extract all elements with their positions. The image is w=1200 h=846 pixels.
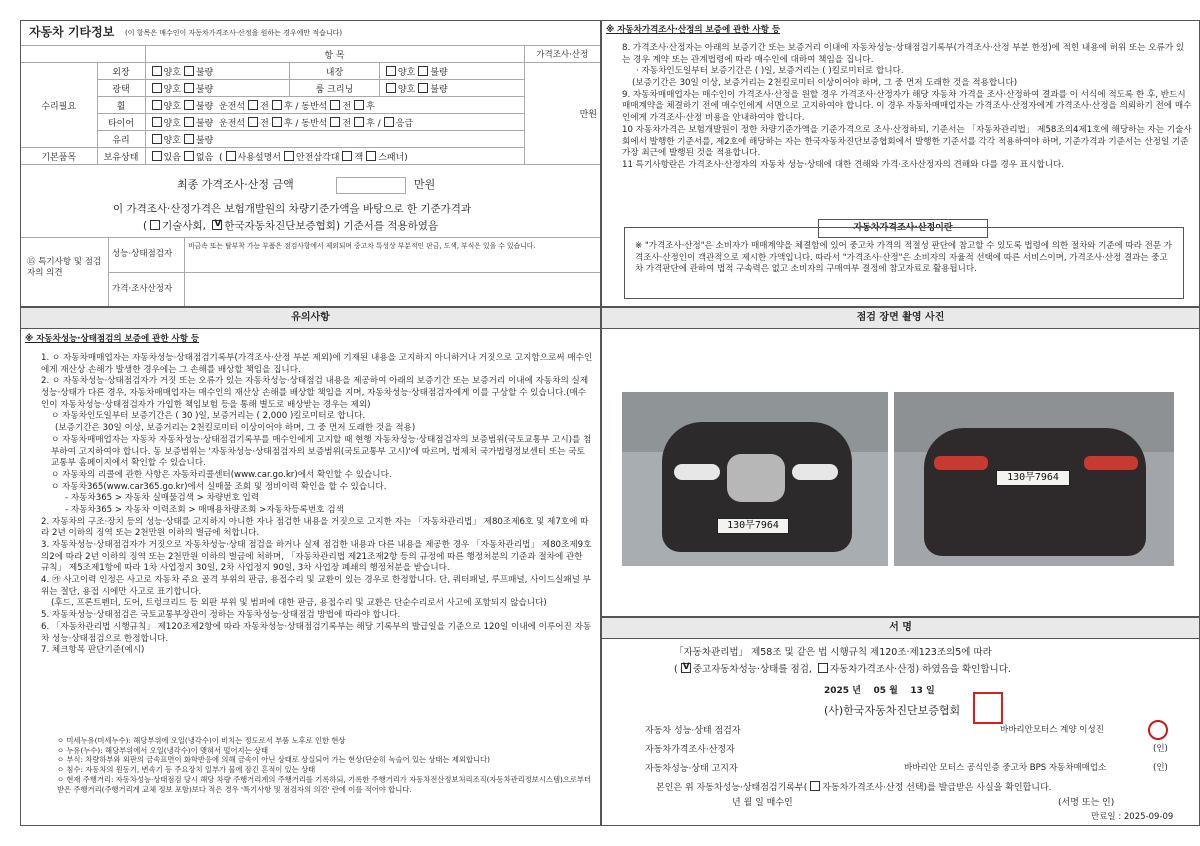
notice-item: 4. ㉮ 사고이력 인정은 사고로 자동차 주요 골격 부위의 판금, 용접수리 및 교환이 있는 경우로 한정합니다. 단, 쿼터패널, 루프패널, 사이드실패널 부위는 절단, 용접 시에만 사고로 표기합니다. bbox=[41, 575, 591, 597]
sig-line1: 「자동차관리법」 제58조 및 같은 법 시행규칙 제120조·제123조의5에 따라 bbox=[674, 647, 992, 658]
notice-item: (보증기간은 30일 이상, 보증거리는 2천킬로미터 이상이어야 하며, 그 중 먼저 도래한 것을 적용) bbox=[55, 423, 416, 434]
tire-pass-rear-checkbox[interactable] bbox=[354, 117, 364, 127]
wheel-good-checkbox[interactable] bbox=[152, 100, 162, 110]
basis-assoc-checkbox[interactable] bbox=[212, 220, 222, 230]
holding-no-checkbox[interactable] bbox=[184, 151, 194, 161]
photo-section bbox=[601, 307, 1200, 617]
notice-item: 6. 「자동차관리법 시행규칙」 제120조제2항에 따라 자동차성능·상태점검기록부는 해당 기록부의 발급일을 기준으로 120일 이내에 이루어진 자동차 성능·상태점검으로 한정합니다. bbox=[41, 621, 592, 644]
spanner-checkbox[interactable] bbox=[366, 151, 376, 161]
notice-section bbox=[20, 307, 601, 826]
expiry-date: 만료일 : 2025-09-09 bbox=[1091, 812, 1174, 822]
sig-org: (사)한국자동차진단보증협회 bbox=[824, 704, 961, 717]
price-box-text: ※ "가격조사·산정"은 소비자가 매매계약을 체결함에 있어 중고차 가격의 적절성 판단에 참고할 수 있도록 법령에 의한 절차와 기준에 따라 전문 가격조사·산정인이 객관적으로 제시한 가액입니다. 따라서 "가격조사·산정"은 소비자의 자율적 선택에 따른 서비스이며, 가격조사·산정 결과는 중고차 가격판단에 관하여 법적 구속력은 없고 소비자의 구매여부 결정에 참고자료로 활용됩니다. bbox=[624, 227, 1184, 299]
signature-section bbox=[601, 617, 1200, 826]
room-bad-checkbox[interactable] bbox=[418, 83, 428, 93]
sig-date: 2025 년 05 월 13 일 bbox=[824, 686, 935, 696]
special-label: ⑮ 특기사항 및 점검자의 의견 bbox=[27, 257, 102, 279]
tire-pass-front-checkbox[interactable] bbox=[330, 117, 340, 127]
notice-item: 2. 자동차의 구조·장치 등의 성능·상태를 고지하지 아니한 자나 점검한 내용을 거짓으로 고지한 자는 「자동차관리법」 제80조제6호 및 제7호에 따라 2년 이하의 징역 또는 2천만원 이하의 벌금에 처합니다. bbox=[41, 516, 589, 539]
exterior-bad-checkbox[interactable] bbox=[184, 66, 194, 76]
sig-line2: (V 중고자동차성능·상태를 점검, 자동차가격조사·산정) 하였음을 확인합니다. bbox=[674, 663, 1011, 676]
tire-driver-front-checkbox[interactable] bbox=[248, 117, 258, 127]
date-line: 년 월 일 매수인 bbox=[732, 798, 793, 808]
notice-item: 3. 자동차성능·상태점검자가 거짓으로 자동차성능·상태 점검을 하거나 실제 점검한 내용과 다른 내용을 제공한 경우 「자동차관리법」 제80조제9호의2에 따라 2년 이하의 징역 또는 2천만원 이하의 벌금에 처하며, 「자동차관리법 제21조제2항 등의 규정에 따른 행정처분의 기준과 절차에 관한 규칙」 제5조제1항에 따라 1차 사업정지 30일, 2차 사업정지 90일, 3차 사업장 폐쇄의 행정처분을 받습니다. bbox=[41, 540, 592, 574]
price-notice-section bbox=[601, 20, 1200, 307]
basic-group-label: 기본품목 bbox=[21, 148, 97, 165]
confirm-price-checkbox[interactable] bbox=[810, 781, 820, 791]
glass-label: 유리 bbox=[97, 131, 145, 148]
tire-driver-rear-checkbox[interactable] bbox=[272, 117, 282, 127]
triangle-checkbox[interactable] bbox=[284, 151, 294, 161]
basis-line2: ( 기술사회, V 한국자동차진단보증협회) 기준서를 적용하였음 bbox=[143, 220, 438, 232]
manual-checkbox[interactable] bbox=[226, 151, 236, 161]
price-notice-item: 9. 자동차매매업자는 매수인이 가격조사·산정을 원할 경우 가격조사·산정자가 해당 자동차 가격을 조사·산정하여 결과를 이 서식에 적도록 한 후, 반드시 매매계약을 체결하기 전에 매수인에게 서면으로 고지하여야 합니다. 이 경우 자동차매매업자는 가격조사·산정자에게 가격조사·산정을 의뢰하기 전에 매수인에게 가격조사·산정 비용을 안내하여야 합니다. bbox=[622, 89, 1192, 124]
front-photo bbox=[622, 392, 888, 566]
tire-good-checkbox[interactable] bbox=[152, 117, 162, 127]
rear-plate: 130무7964 bbox=[996, 470, 1070, 486]
perf-note: 비금속 또는 탈부착 가능 부품은 점검사항에서 제외되며 중고차 특성상 부분적인 판금, 도색, 부식은 있을 수 있습니다. bbox=[188, 242, 536, 250]
etc-info-title: 자동차 기타정보 bbox=[29, 25, 115, 39]
inspector-seal bbox=[1148, 720, 1168, 740]
row1-value: 바바리안모터스 계양 이성진 bbox=[1000, 725, 1104, 735]
tire-emergency-checkbox[interactable] bbox=[384, 117, 394, 127]
room-good-checkbox[interactable] bbox=[386, 83, 396, 93]
perf-check-checkbox[interactable] bbox=[681, 663, 691, 673]
gloss-label: 광택 bbox=[97, 80, 145, 97]
notice-item: 1. ㅇ 자동차매매업자는 자동차성능·상태점검기록부(가격조사·산정 부분 제외)에 기재된 내용을 고지하지 아니하거나 거짓으로 고지함으로써 매수인에게 재산상 손해가 발생한 경우에는 그 손해를 배상할 책임을 집니다. bbox=[41, 353, 593, 375]
final-price-label: 최종 가격조사·산정 금액 bbox=[177, 178, 294, 191]
etc-info-note: (이 항목은 매수인이 자동차가격조사·산정을 원하는 경우에만 적습니다) bbox=[125, 29, 343, 37]
interior-bad-checkbox[interactable] bbox=[418, 66, 428, 76]
tire-label: 타이어 bbox=[97, 114, 145, 131]
notice-items bbox=[41, 353, 593, 657]
tire-bad-checkbox[interactable] bbox=[184, 117, 194, 127]
wheel-pass-front-checkbox[interactable] bbox=[330, 100, 340, 110]
price-notice-items bbox=[622, 43, 1192, 172]
holding-yes-checkbox[interactable] bbox=[152, 151, 162, 161]
price-notice-title: ※ 자동차가격조사·산정의 보증에 관한 사항 등 bbox=[606, 25, 781, 35]
glass-bad-checkbox[interactable] bbox=[184, 134, 194, 144]
notice-item: ㅇ 자동차인도일부터 보증기간은 ( 30 )일, 보증거리는 ( 2,000 )킬로미터로 합니다. bbox=[51, 411, 366, 422]
org-seal bbox=[973, 692, 1003, 724]
notice-item: (후드, 프론트펜더, 도어, 트렁크리드 등 외판 부위 및 범퍼에 대한 판금, 용접수리 및 교환은 단순수리로서 사고에 포함되지 않습니다) bbox=[51, 598, 547, 609]
perf-inspector-label: 성능·상태점검자 bbox=[112, 249, 173, 259]
notice-item: 7. 체크항목 판단기준(예시) bbox=[41, 645, 145, 656]
glass-good-checkbox[interactable] bbox=[152, 134, 162, 144]
gloss-bad-checkbox[interactable] bbox=[184, 83, 194, 93]
criteria-item: ㅇ 누유(누수): 해당부위에서 오일(냉각수)이 맺혀서 떨어지는 상태 bbox=[57, 745, 269, 755]
sign-or-seal: (서명 또는 인) bbox=[1058, 798, 1115, 808]
notice-item: 5. 자동차성능·상태점검은 국토교통부장관이 정하는 자동차성능·상태점검 방법에 따라야 합니다. bbox=[41, 610, 401, 621]
rear-photo bbox=[894, 392, 1174, 566]
interior-good-checkbox[interactable] bbox=[386, 66, 396, 76]
price-inspector-label: 가격·조사산정자 bbox=[112, 284, 173, 294]
notice-item: - 자동차365 > 자동차 이력조회 > 매매용차량조회 >자동차등록번호 검색 bbox=[65, 504, 344, 515]
exterior-label: 외장 bbox=[97, 63, 145, 80]
holding-label: 보유상태 bbox=[97, 148, 145, 165]
price-notice-item: · 자동차인도일부터 보증기간은 ( )일, 보증거리는 ( )킬로미터로 합니다. bbox=[636, 66, 904, 77]
repair-group-label: 수리필요 bbox=[21, 63, 97, 148]
gloss-good-checkbox[interactable] bbox=[152, 83, 162, 93]
notice-title: ※ 자동차성능·상태점검의 보증에 관한 사항 등 bbox=[25, 334, 200, 344]
notice-header: 유의사항 bbox=[21, 308, 600, 329]
notice-item: 2. ㅇ 자동차성능·상태점검자가 거짓 또는 오류가 있는 자동차성능·상태점검 내용을 제공하여 아래의 보증기간 또는 보증거리 이내에 자동차의 실제 성능·상태가 다른 경우, 자동차매매업자는 매수인의 재산상 손해를 배상할 책임을 지며, 자동차성능·상태점검자에게 이를 구상할 수 있습니다.(매수인이 자동차성능·상태점검자가 가입한 책임보험 등을 통해 별도로 배상받는 경우는 제외) bbox=[41, 376, 589, 410]
final-price-unit: 만원 bbox=[414, 178, 436, 191]
row3-seal: (인) bbox=[1153, 763, 1168, 773]
final-price-input[interactable] bbox=[336, 177, 406, 194]
row2-label: 자동차가격조사·산정자 bbox=[645, 745, 735, 755]
criteria-item: ㅇ 미세누유(미세누수): 해당부위에 오일(냉각수)이 비치는 정도로서 부품 노후로 인한 현상 bbox=[57, 736, 346, 745]
row3-label: 자동차성능·상태 고지자 bbox=[645, 764, 738, 774]
basis-line1: 이 가격조사·산정가격은 보험개발원의 차량기준가액을 바탕으로 한 기준가격과 bbox=[113, 203, 472, 215]
price-box-title: 자동차가격조사·산정이란 bbox=[818, 219, 988, 238]
row1-label: 자동차 성능·상태 점검자 bbox=[645, 726, 741, 736]
notice-item: ㅇ 자동차매매업자는 자동차 자동차성능·상태점검기록부를 매수인에게 고지할 때 현행 자동차성능·상태점검자의 보증범위(국토교통부 고시)를 첨부하여 고지하여야 합니다. 동 보증범위는 '자동차성능·상태점검자의 보증범위(국토교통부 고시)'에 따르며, 법제처 국가법령정보센터 또는 국토교통부 홈페이지에서 확인할 수 있습니다. bbox=[51, 434, 592, 469]
criteria-item: ㅇ 침수: 자동차의 원동기, 변속기 등 주요장치 일부가 물에 잠긴 흔적이 있는 상태 bbox=[57, 765, 316, 775]
jack-checkbox[interactable] bbox=[342, 151, 352, 161]
confirm-line: 본인은 위 자동차성능·상태점검기록부( 자동차가격조사·산정 선택)를 발급받은 사실을 확인합니다. bbox=[656, 783, 1052, 793]
front-plate: 130무7964 bbox=[717, 518, 789, 534]
interior-label: 내장 bbox=[290, 63, 380, 80]
price-header: 가격조사·산정 bbox=[524, 46, 600, 63]
notice-item: - 자동차365 > 자동차 실매물검색 > 차량번호 입력 bbox=[65, 493, 260, 504]
notice-item: ㅇ 자동차의 리콜에 관한 사항은 자동차리콜센터(www.car.go.kr)에서 확인할 수 있습니다. bbox=[51, 469, 392, 480]
signature-header: 서 명 bbox=[602, 618, 1199, 639]
wheel-driver-front-checkbox[interactable] bbox=[248, 100, 258, 110]
exterior-good-checkbox[interactable] bbox=[152, 66, 162, 76]
price-notice-item: (보증기간은 30일 이상, 보증거리는 2천킬로미터 이상이어야 하며, 그 중 먼저 도래한 것을 적용합니다) bbox=[632, 78, 1018, 89]
criteria-item: ㅇ 현재 주행거리: 자동차성능·상태점검 당시 해당 차량 주행거리계의 주행거리를 기록하되, 기록한 주행거리가 자동차전산정보처리조직(자동차관리정보시스템)으로부터 받은 주행거리(주행거리계 교체 정보 포함)보다 적은 경우 '특기사항 및 점검자의 의견' 란에 이를 적어야 합니다. bbox=[57, 774, 592, 794]
basis-tech-checkbox[interactable] bbox=[150, 220, 160, 230]
item-header: 항 목 bbox=[145, 46, 524, 63]
row2-value: (인) bbox=[1153, 744, 1168, 754]
wheel-bad-checkbox[interactable] bbox=[184, 100, 194, 110]
price-notice-item: 8. 가격조사·산정자는 아래의 보증기간 또는 보증거리 이내에 자동차성능·상태점검기록부(가격조사·산정 부분 한정)에 적힌 내용에 허위 또는 오류가 있는 경우 계약 또는 관계법령에 따라 매수인에 대하여 책임을 집니다. bbox=[622, 43, 1185, 65]
price-notice-item: 10 자동차가격은 보험개발원이 정한 차량기준가액을 기준가격으로 조사·산정하되, 기준서는 「자동차관리법」 제58조의4제1호에 해당하는 자는 기술사회에서 발행한 기준서를, 제2호에 해당하는 자는 한국자동차진단보증협회에서 발행한 기준서를 각각 적용하여야 하며, 기준가격과 기준서는 산정일 기준 가장 최근에 발행된 것을 적용합니다. bbox=[622, 124, 1192, 159]
notice-item: ㅇ 자동차365(www.car365.go.kr)에서 실매물 조회 및 정비이력 확인을 할 수 있습니다. bbox=[51, 481, 387, 492]
repair-table: 항 목 가격조사·산정 수리필요 외장 양호 불량 내장 양호 불량 만원 광택 양호 불량 룸 크리닝 양호 불량 휠 양호 불량 운전석 전 후 / 동반석 전 후 타이어 양호 불량 운전석 전 후 / 동반석 전 후 / 응급 유리 양호 불량 기본품목 보유상태 있음 없음 ( 사용설명서 안전삼각대 잭 스패너) bbox=[21, 45, 600, 165]
wheel-pass-rear-checkbox[interactable] bbox=[354, 100, 364, 110]
wheel-label: 휠 bbox=[97, 97, 145, 114]
price-notice-item: 11 특기사항란은 가격조사·산정자의 자동차 성능·상태에 대한 견해와 가격·조사산정자의 견해와 다를 경우 표시합니다. bbox=[622, 159, 1065, 170]
wheel-driver-rear-checkbox[interactable] bbox=[272, 100, 282, 110]
price-unit: 만원 bbox=[524, 63, 600, 165]
photo-header: 점검 장면 촬영 사진 bbox=[602, 308, 1199, 329]
price-check-checkbox[interactable] bbox=[818, 663, 828, 673]
criteria-item: ㅇ 부식: 차량하부와 외판의 금속표면이 화학반응에 의해 금속이 아닌 상태로 상실되어 가는 현상(단순히 녹슬어 있는 상태는 제외합니다) bbox=[57, 755, 490, 765]
room-clean-label: 룸 크리닝 bbox=[290, 80, 380, 97]
etc-info-section bbox=[20, 20, 601, 307]
criteria-list bbox=[57, 736, 593, 794]
inspection-record-page bbox=[20, 20, 1200, 826]
row3-value: 바바리안 모터스 공식인증 중고차 BPS 자동차매매업소 bbox=[904, 763, 1107, 773]
